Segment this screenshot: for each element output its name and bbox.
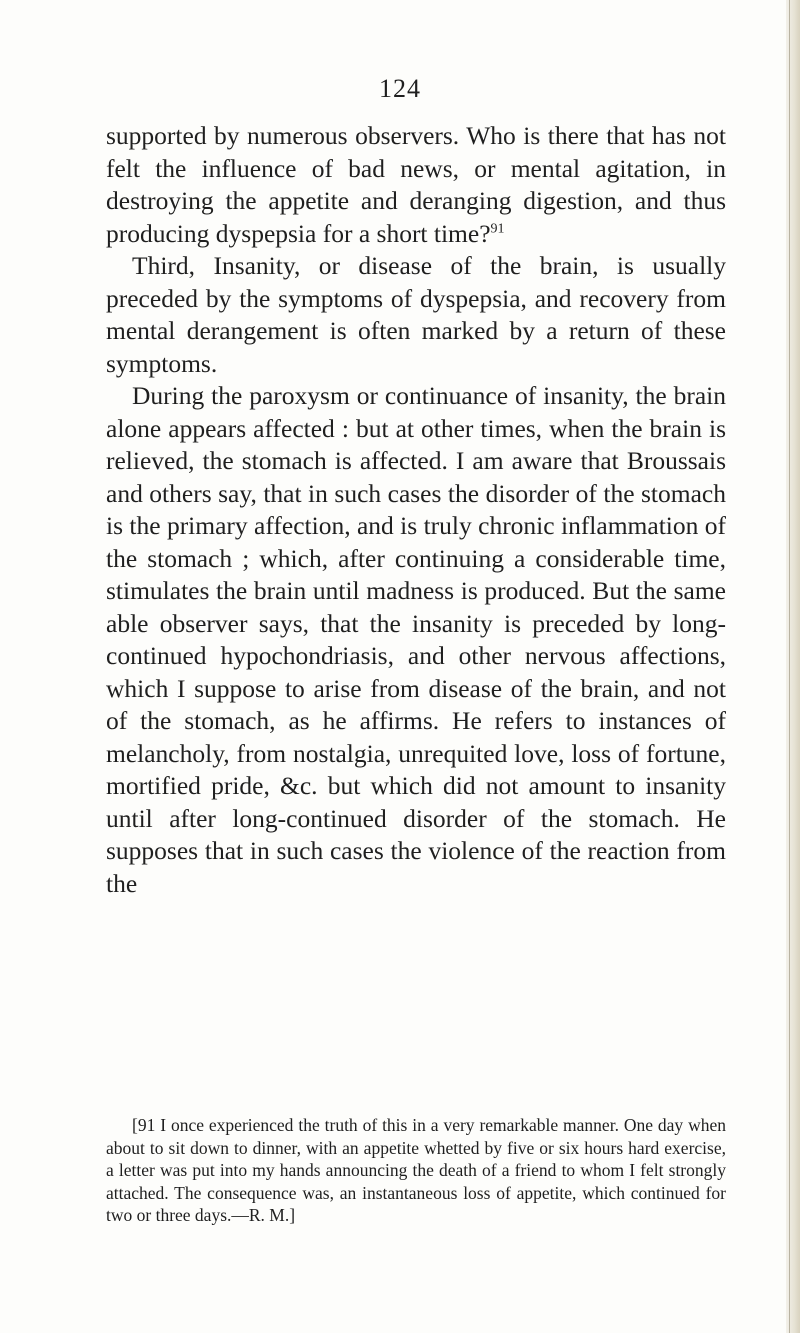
page-gutter-edge [789, 0, 790, 1333]
paragraph-2: Third, Insanity, or disease of the brain, is usually preceded by the symptoms of dyspepsia, and recovery from mental derangement is often marked by a return of these symptoms. [106, 251, 726, 378]
main-text [106, 120, 726, 900]
page-number: 124 [379, 74, 421, 103]
paragraph-3: During the paroxysm or continuance of insanity, the brain alone appears affected : but at other times, when the brain is relieved, the stomach is affected. I am aware that Broussais and others say, that in such cases the disorder of the stomach is the primary affection, and is truly chronic inflammation of the stomach ; which, after continuing a considerable time, stimulates the brain until madness is produced. But the same able observer says, that the insanity is preceded by long-continued hypochondriasis, and other nervous affections, which I suppose to arise from disease of the brain, and not of the stomach, as he affirms. He refers to instances of melancholy, from nostalgia, unrequited love, loss of fortune, mortified pride, &c. but which did not amount to insanity until after long-continued disorder of the stomach. He supposes that in such cases the violence of the reaction from the [106, 381, 726, 898]
footnote: [91 I once experienced the truth of this in a very remarkable manner. One day when about to sit down to dinner, with an appetite whetted by five or six hours hard exercise, a letter was put into my hands announcing the death of a friend to whom I felt strongly attached. The consequence was, an instantaneous loss of appetite, which continued for two or three days.—R. M.] [106, 1115, 726, 1225]
footnote-reference: 91 [490, 221, 505, 236]
paragraph-1-text: supported by numerous observers. Who is there that has not felt the influence of bad news, or mental agitation, in destroying the appetite and deranging digestion, and thus producing dyspepsia for a short time? [106, 121, 726, 248]
paragraph-1 [106, 120, 726, 250]
